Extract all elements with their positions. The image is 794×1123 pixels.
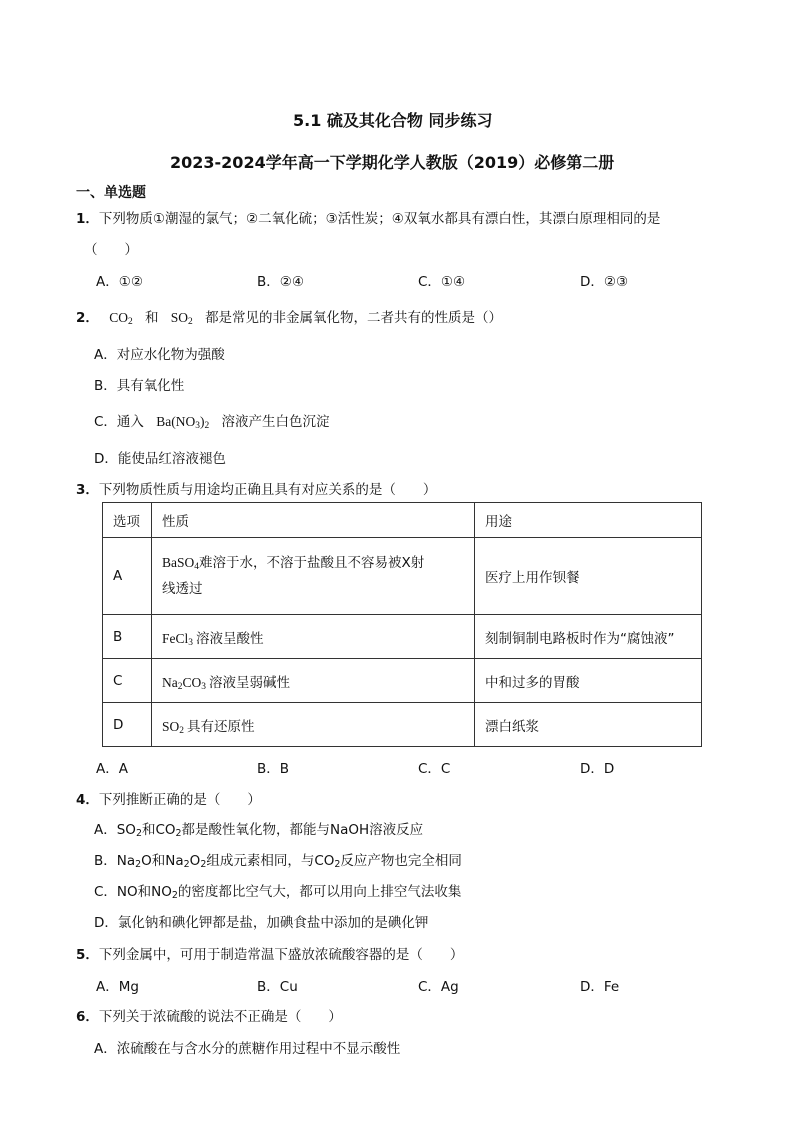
table-header-row bbox=[103, 503, 702, 538]
q2-option-b: B．具有氧化性 bbox=[94, 378, 185, 394]
q6-option-a: A．浓硫酸在与含水分的蔗糖作用过程中不显示酸性 bbox=[94, 1041, 401, 1057]
q5-choice-d: D．Fe bbox=[580, 979, 620, 995]
q5-choice-a: A．Mg bbox=[96, 979, 139, 995]
question-6 bbox=[76, 1005, 342, 1025]
property-cell: $Na_2CO_3$ 溶液呈弱碱性 bbox=[152, 659, 475, 703]
table-row bbox=[103, 538, 702, 615]
option-cell: C bbox=[103, 659, 152, 703]
q1-choice-c: C．①④ bbox=[418, 274, 466, 290]
formula-ba-no3-2: $Ba(NO_3)_2$ bbox=[156, 414, 210, 431]
question-number: 1． bbox=[76, 211, 99, 227]
q3-choice-a: A．A bbox=[96, 761, 128, 777]
q2-option-d: D．能使品红溶液褪色 bbox=[94, 451, 226, 467]
use-cell: 漂白纸浆 bbox=[475, 703, 702, 747]
q4-option-b: B．$Na_2O$和$Na_2O_2$组成元素相同，与$CO_2$反应产物也完全相同 bbox=[94, 853, 462, 870]
question-text: 下列物质①潮湿的氯气；②二氧化硫；③活性炭；④双氧水都具有漂白性，其漂白原理相同的是 bbox=[98, 211, 661, 227]
question-text: 下列推断正确的是（ ） bbox=[98, 792, 261, 808]
header-cell: 用途 bbox=[475, 503, 702, 538]
q5-choice-c: C．Ag bbox=[418, 979, 459, 995]
header-cell: 选项 bbox=[103, 503, 152, 538]
question-text: 下列金属中，可用于制造常温下盛放浓硫酸容器的是（ ） bbox=[98, 947, 464, 963]
question-3 bbox=[76, 478, 436, 498]
question-number: 2． bbox=[76, 310, 99, 326]
use-cell: 刻制铜制电路板时作为“腐蚀液” bbox=[475, 615, 702, 659]
page-title: 5.1 硫及其化合物 同步练习 bbox=[293, 111, 493, 130]
q3-choice-b: B．B bbox=[257, 761, 290, 777]
q4-option-d: D．氯化钠和碘化钾都是盐，加碘食盐中添加的是碘化钾 bbox=[94, 915, 429, 931]
q5-choice-b: B．Cu bbox=[257, 979, 298, 995]
q4-option-c: C．NO和$NO_2$的密度都比空气大，都可以用向上排空气法收集 bbox=[94, 884, 462, 901]
page-subtitle: 2023-2024学年高一下学期化学人教版（2019）必修第二册 bbox=[170, 153, 615, 172]
question-number: 5． bbox=[76, 947, 99, 963]
q3-choice-d: D．D bbox=[580, 761, 615, 777]
property-cell: $SO_2$ 具有还原性 bbox=[152, 703, 475, 747]
table-row bbox=[103, 703, 702, 747]
q1-choice-b: B．②④ bbox=[257, 274, 304, 290]
q2-option-a: A．对应水化物为强酸 bbox=[94, 347, 225, 363]
header-cell: 性质 bbox=[152, 503, 475, 538]
table-row bbox=[103, 659, 702, 703]
question-1 bbox=[76, 207, 660, 227]
use-cell: 中和过多的胃酸 bbox=[475, 659, 702, 703]
option-cell: A bbox=[103, 538, 152, 615]
question-5 bbox=[76, 943, 463, 963]
q4-option-a: A．$SO_2$和$CO_2$都是酸性氧化物，都能与NaOH溶液反应 bbox=[94, 822, 424, 839]
connector-text: 和 bbox=[144, 310, 159, 326]
q2-option-c: C．通入 $Ba(NO_3)_2$ 溶液产生白色沉淀 bbox=[94, 414, 330, 431]
formula-so2: $SO_2$ bbox=[170, 310, 193, 327]
section-heading: 一、单选题 bbox=[76, 185, 146, 201]
property-cell: BaSO$_4$难溶于水，不溶于盐酸且不容易被X射 线透过 bbox=[152, 538, 475, 615]
question-number: 3． bbox=[76, 482, 99, 498]
q1-choice-a: A．①② bbox=[96, 274, 143, 290]
question-text: 都是常见的非金属氧化物，二者共有的性质是（） bbox=[205, 310, 503, 326]
option-cell: D bbox=[103, 703, 152, 747]
option-cell: B bbox=[103, 615, 152, 659]
question-1-line2: （ ） bbox=[84, 242, 138, 258]
use-cell: 医疗上用作钡餐 bbox=[475, 538, 702, 615]
formula-co2: $CO_2$ bbox=[109, 310, 133, 327]
question-number: 6． bbox=[76, 1009, 99, 1025]
q3-choice-c: C．C bbox=[418, 761, 451, 777]
question-4 bbox=[76, 788, 261, 808]
property-cell: FeCl$_3$ 溶液呈酸性 bbox=[152, 615, 475, 659]
q1-choice-d: D．②③ bbox=[580, 274, 629, 290]
table-row bbox=[103, 615, 702, 659]
question-text: 下列物质性质与用途均正确且具有对应关系的是（ ） bbox=[98, 482, 437, 498]
options-table bbox=[102, 502, 702, 747]
question-text: 下列关于浓硫酸的说法不正确是（ ） bbox=[98, 1009, 342, 1025]
question-number: 4． bbox=[76, 792, 99, 808]
question-2 bbox=[76, 306, 502, 326]
